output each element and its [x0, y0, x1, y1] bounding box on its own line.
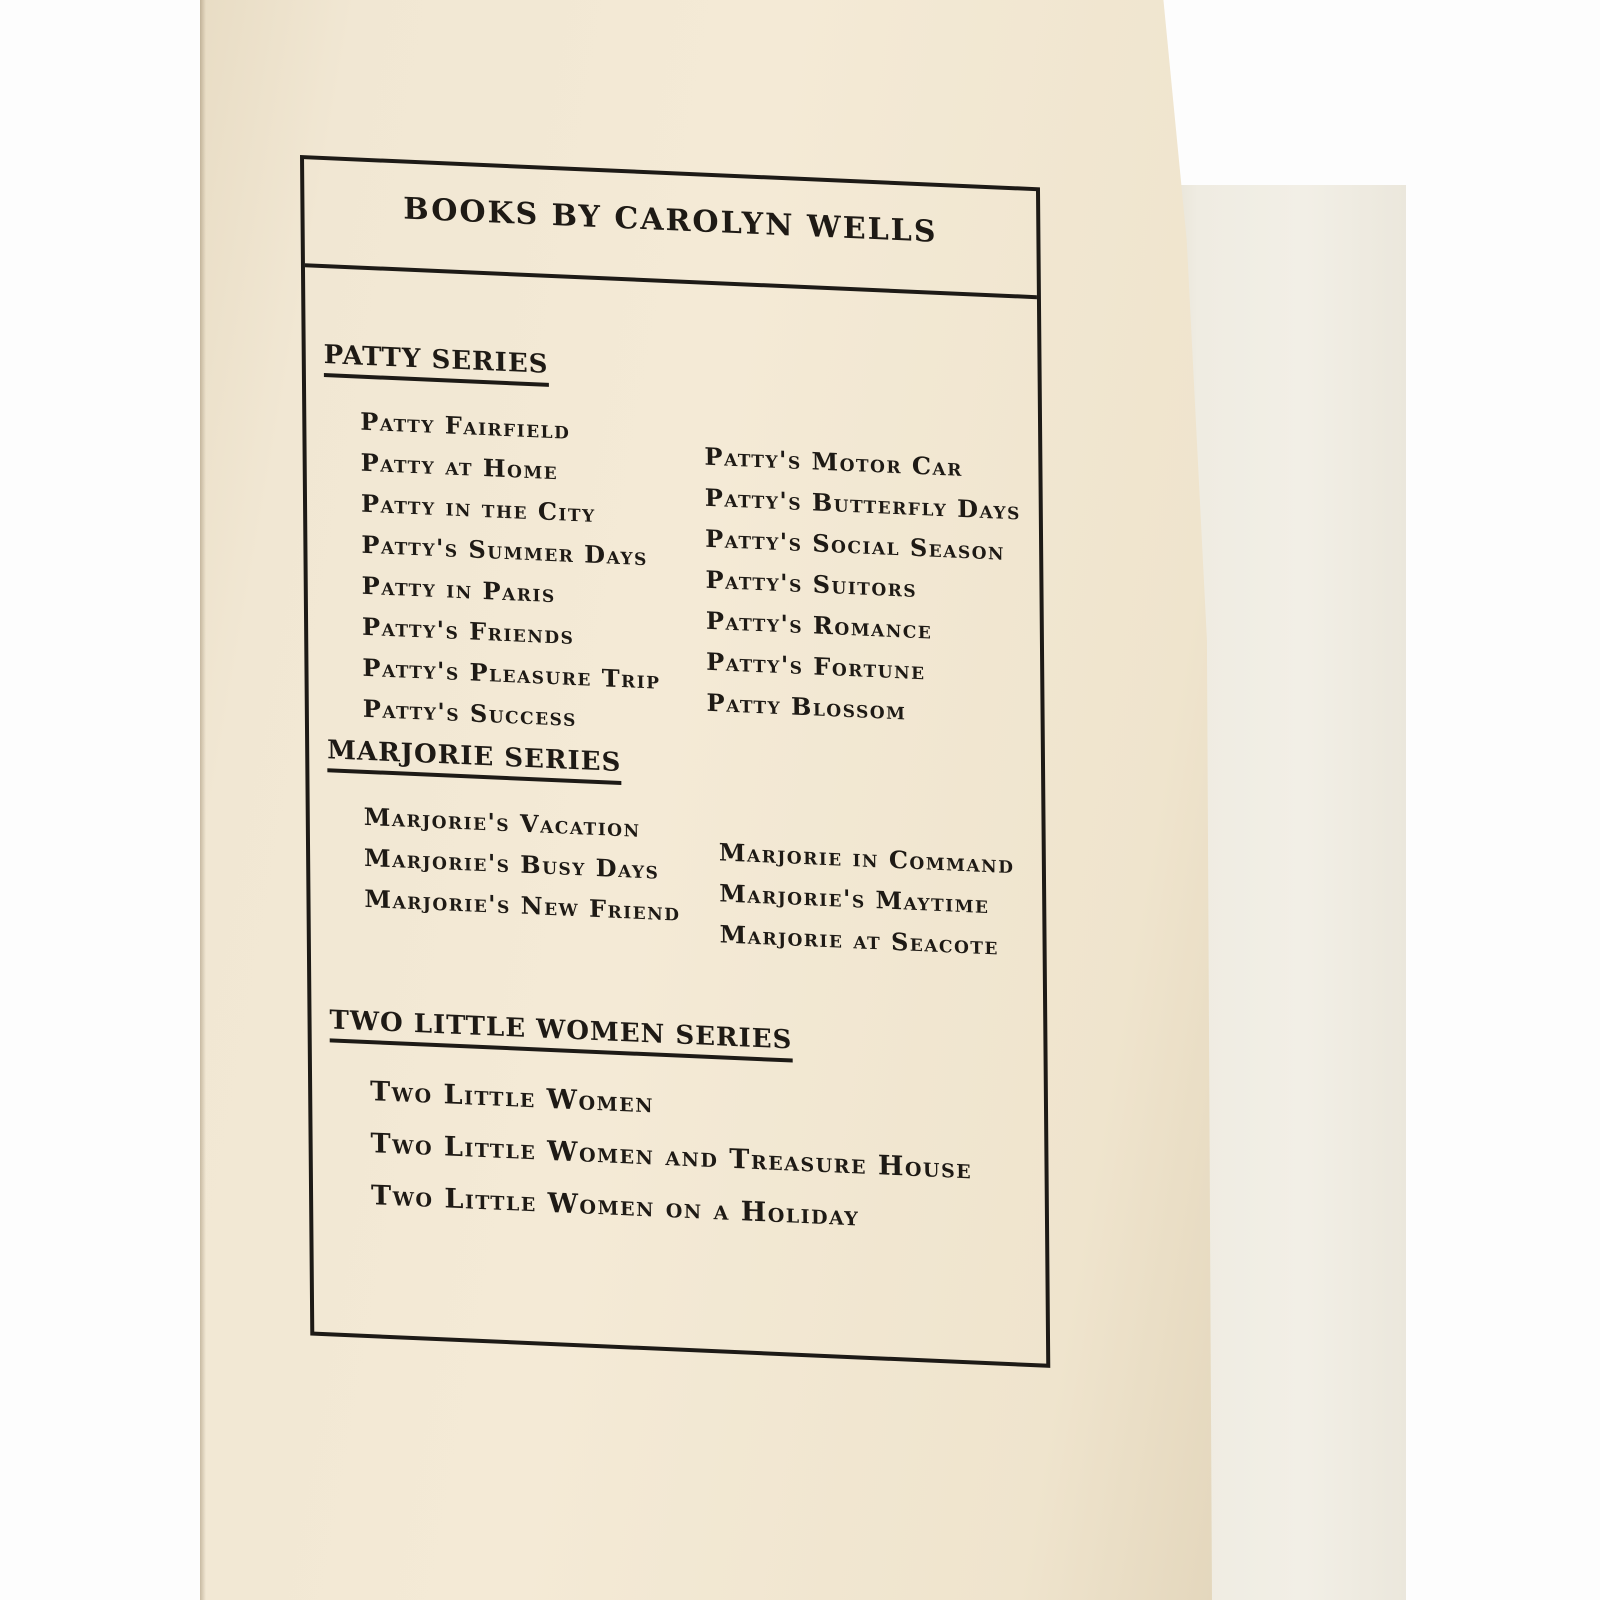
book-title: Patty at Home: [360, 447, 559, 486]
two-little-women-series-section: [329, 1005, 1027, 1250]
section-heading: TWO LITTLE WOMEN SERIES: [329, 1005, 792, 1062]
page-title: BOOKS BY CAROLYN WELLS: [403, 191, 938, 250]
section-heading: MARJORIE SERIES: [327, 735, 621, 785]
book-title: Patty's Fortune: [706, 646, 926, 686]
book-title: Patty's Motor Car: [704, 441, 963, 482]
book-list-frame: [300, 155, 1050, 1368]
book-title: Patty's Social Season: [705, 523, 1006, 566]
book-title: Patty Blossom: [706, 687, 907, 726]
patty-series-section: [324, 340, 1023, 758]
book-columns: [324, 399, 1023, 758]
book-title: Two Little Women on a Holiday: [370, 1180, 860, 1233]
book-list-left: [328, 794, 720, 954]
section-heading: PATTY SERIES: [324, 340, 549, 387]
book-title: Marjorie's New Friend: [364, 883, 681, 927]
book-title: Patty's Pleasure Trip: [362, 652, 661, 695]
book-title: Patty in Paris: [361, 570, 556, 609]
book-title: Patty's Butterfly Days: [704, 482, 1021, 526]
book-title: Marjorie at Seacote: [719, 919, 1000, 961]
book-title: Patty's Friends: [361, 611, 575, 651]
page-gutter-shadow: [200, 0, 206, 1600]
book-title: Marjorie's Busy Days: [363, 842, 660, 885]
book-title: Patty Fairfield: [360, 406, 571, 445]
book-title: Patty's Suitors: [705, 564, 918, 603]
book-title: Two Little Women: [370, 1076, 655, 1120]
book-list-right: [704, 416, 1023, 758]
book-title: Patty in the City: [360, 488, 596, 528]
book-columns: [330, 1064, 1027, 1250]
book-list: [330, 1064, 973, 1248]
book-list-right: [719, 811, 1016, 967]
book-title: Marjorie's Maytime: [719, 878, 990, 920]
book-title: Marjorie's Vacation: [363, 801, 641, 843]
title-divider: [305, 263, 1037, 299]
book-title: Patty's Summer Days: [361, 529, 648, 572]
marjorie-series-section: [327, 735, 1025, 967]
book-title: Patty's Romance: [705, 605, 933, 645]
book-list-left: [324, 399, 707, 744]
book-title: Two Little Women and Treasure House: [370, 1128, 973, 1186]
book-title: Marjorie in Command: [718, 837, 1015, 880]
book-title: Patty's Success: [362, 693, 577, 733]
book-columns: [328, 794, 1025, 967]
